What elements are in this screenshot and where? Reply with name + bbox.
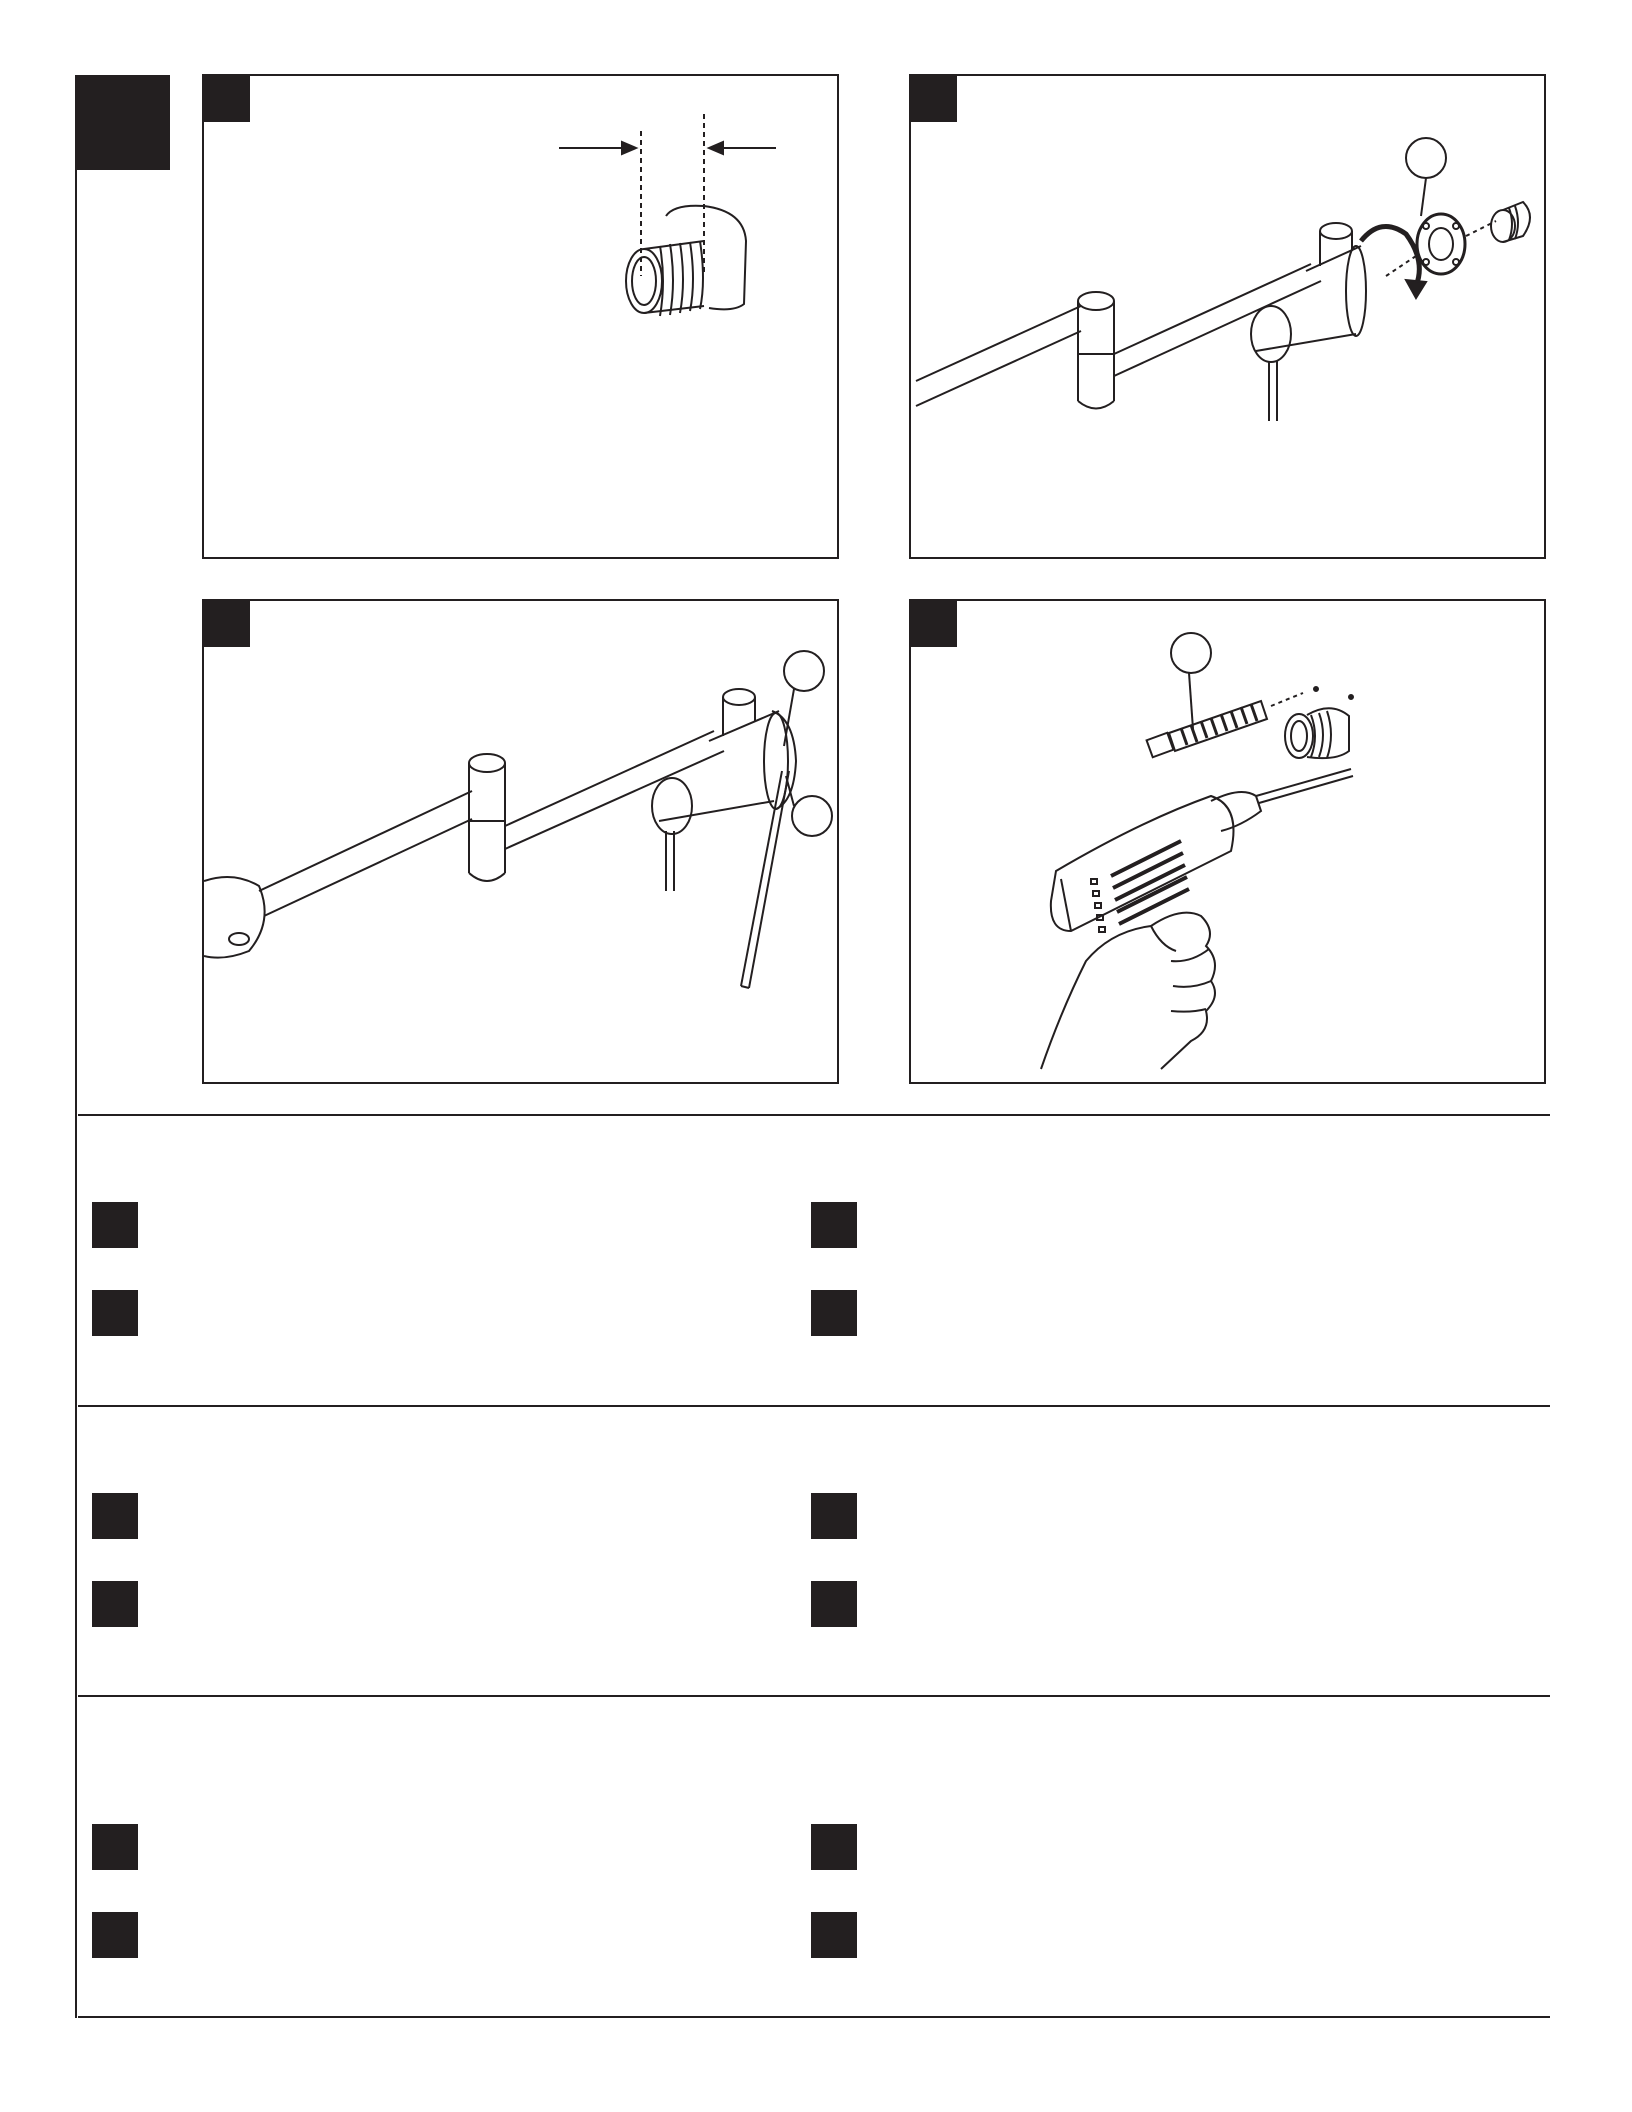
pot-filler-flange-icon xyxy=(911,76,1546,559)
step-marker-2-right-b xyxy=(811,1581,857,1627)
hand-drill-icon xyxy=(911,601,1546,1084)
figure-a xyxy=(202,74,839,559)
bottom-rule xyxy=(78,2016,1550,2018)
step-marker-3-left-a xyxy=(92,1824,138,1870)
step-marker-1-left-b xyxy=(92,1290,138,1336)
step-marker-1-right-b xyxy=(811,1290,857,1336)
figure-d xyxy=(909,599,1546,1084)
step-marker-3-right-a xyxy=(811,1824,857,1870)
step-marker-1-right-a xyxy=(811,1202,857,1248)
step-marker-3-right-b xyxy=(811,1912,857,1958)
step-marker-2-left-b xyxy=(92,1581,138,1627)
step-marker-3-left-b xyxy=(92,1912,138,1958)
pot-filler-wrench-icon xyxy=(204,601,839,1084)
left-rule xyxy=(75,78,77,2018)
figure-c xyxy=(202,599,839,1084)
section-tab xyxy=(75,75,170,170)
step-marker-1-left-a xyxy=(92,1202,138,1248)
threaded-fitting-icon xyxy=(204,76,839,559)
section-divider-3 xyxy=(78,1695,1550,1697)
step-marker-2-left-a xyxy=(92,1493,138,1539)
step-marker-2-right-a xyxy=(811,1493,857,1539)
figure-b xyxy=(909,74,1546,559)
section-divider-2 xyxy=(78,1405,1550,1407)
section-divider-1 xyxy=(78,1114,1550,1116)
